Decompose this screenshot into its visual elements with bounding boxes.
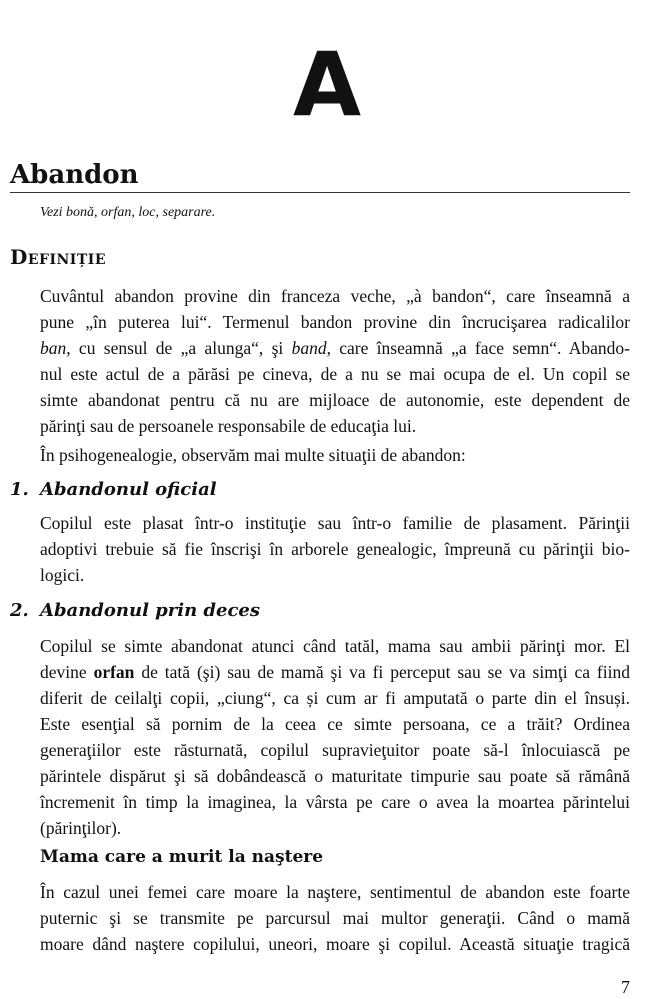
text-line: generaţiilor este răsturnată, copilul supravieţuitor poate să-l înlocuiască pe (40, 740, 630, 760)
text-line: moare dând naştere copilului, uneori, moare şi copilul. Această situaţie tragică (40, 934, 630, 954)
text-line: părinţi sau de persoanele responsabile de educaţia lui. (40, 416, 417, 436)
text-line: În psihogenealogie, observăm mai multe situaţii de abandon: (40, 445, 466, 465)
text-line: logici. (40, 565, 85, 585)
text-line: Cuvântul abandon provine din franceza veche, „à bandon“, care înseamnă a (40, 286, 630, 306)
list-item-heading (10, 477, 217, 503)
paragraph (40, 633, 630, 841)
text-line: puternic şi se transmite pe parcursul mai multor generaţii. Când o mamă (40, 908, 630, 928)
text-line: pune „în puterea lui“. Termenul bandon provine din încrucişarea radicalilor (40, 312, 630, 332)
text-line: încremenit în timp la imaginea, la vârsta pe care o avea la moartea părintelui (40, 792, 630, 812)
chapter-letter: A (292, 33, 362, 136)
text-line: nul este actul de a părăsi pe cineva, de a nu se mai ocupa de el. Un copil se (40, 364, 630, 384)
text-line: Este esenţial să pornim de la ceea ce simte persoana, ce a trăit? Ordinea (40, 714, 630, 734)
text-line: (părinţilor). (40, 818, 122, 838)
title-divider (10, 192, 630, 193)
list-number: 2. (10, 600, 29, 621)
section-title: Definiție (10, 245, 106, 269)
list-item-heading (10, 598, 260, 624)
text-line: ban, cu sensul de „a alunga“, şi band, care înseamnă „a face semn“. Abando- (40, 338, 631, 358)
text-line: Copilul se simte abandonat atunci când tatăl, mama sau ambii părinţi mor. El (40, 636, 630, 656)
list-title: Abandonul prin deces (40, 600, 261, 621)
paragraph (40, 442, 630, 468)
paragraph (40, 879, 630, 957)
entry-title: Abandon (10, 160, 139, 190)
text-line: simte abandonat pentru că nu are mijloace de autonomie, este dependent de (40, 390, 630, 410)
page-number: 7 (621, 977, 630, 997)
subheading: Mama care a murit la naştere (40, 847, 324, 867)
list-number: 1. (10, 479, 29, 500)
text-line: diferit de ceilalţi copii, „ciung“, ca și cum ar fi amputată o parte din el însuși. (40, 688, 630, 708)
paragraph (40, 510, 630, 588)
text-line: devine orfan de tată (şi) sau de mamă şi va fi perceput sau se va simţi ca fiind (40, 662, 630, 682)
paragraph (40, 283, 630, 439)
see-also: Vezi bonă, orfan, loc, separare. (40, 205, 216, 220)
text-line: părintele dispărut şi să dobândească o maturitate timpurie sau poate să rămână (40, 766, 630, 786)
list-title: Abandonul oficial (40, 479, 217, 500)
text-line: În cazul unei femei care moare la naştere, sentimentul de abandon este foarte (40, 882, 630, 902)
text-line: Copilul este plasat într-o instituţie sau într-o familie de plasament. Părinţii (40, 513, 630, 533)
text-line: adoptivi trebuie să fie înscrişi în arborele genealogic, împreună cu părinţii bio- (40, 539, 630, 559)
